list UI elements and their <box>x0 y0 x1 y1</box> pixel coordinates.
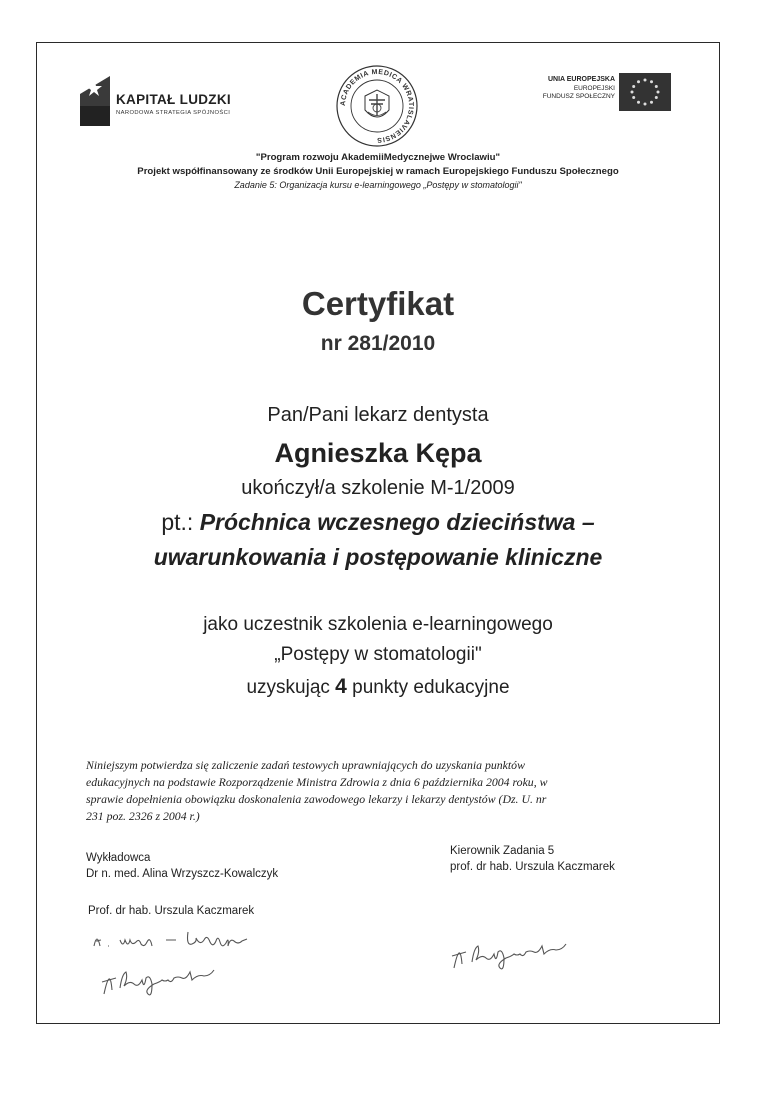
completed-training: ukończył/a szkolenie M-1/2009 <box>241 477 515 499</box>
kapital-ludzki-title: KAPITAŁ LUDZKI <box>116 92 231 107</box>
salutation: Pan/Pani lekarz dentysta <box>267 404 489 426</box>
kapital-ludzki-logo <box>80 76 320 126</box>
legal-line-4: 231 poz. 2326 z 2004 r.) <box>86 809 200 823</box>
eu-flag-icon <box>619 73 671 111</box>
topic-title-1: Próchnica wczesnego dzieciństwa – <box>199 509 595 535</box>
eu-line1: UNIA EUROPEJSKA <box>547 76 615 83</box>
second-signatory-name: Prof. dr hab. Urszula Kaczmarek <box>88 905 255 917</box>
points-value: 4 <box>335 675 347 698</box>
education-points <box>60 675 696 699</box>
task-description: Zadanie 5: Organizacja kursu e-learningowego „Postępy w stomatologii" <box>234 180 522 190</box>
topic-line-2: uwarunkowania i postępowanie kliniczne <box>153 544 603 570</box>
lecturer-role: Wykładowca <box>86 852 151 864</box>
university-seal <box>335 64 419 148</box>
points-suffix: punkty edukacyjne <box>346 677 510 698</box>
certificate-title: Certyfikat <box>301 285 455 322</box>
kapital-ludzki-star-icon <box>80 76 110 126</box>
lecturer-block <box>86 850 278 882</box>
eu-line3: FUNDUSZ SPOŁECZNY <box>542 93 615 101</box>
course-name: „Postępy w stomatologii" <box>274 644 482 665</box>
manager-block <box>450 843 615 875</box>
legal-line-3: sprawie dopełnienia obowiązku doskonalenia zawodowego lekarzy i lekarzy dentystów (Dz. U. nr <box>86 792 547 806</box>
topic-line-1 <box>60 509 696 536</box>
topic-prefix: pt.: <box>161 509 200 535</box>
certificate-number: nr 281/2010 <box>320 332 436 355</box>
legal-line-2: edukacyjnych na podstawie Rozporządzenie Ministra Zdrowia z dnia 6 października 2004 roku, w <box>86 775 548 789</box>
signature-kaczmarek-2 <box>446 932 621 976</box>
points-prefix: uzyskując <box>246 677 336 698</box>
project-funding: Projekt współfinansowany ze środków Unii Europejskiej w ramach Europejskiego Funduszu Społecznego <box>137 166 619 177</box>
kapital-ludzki-subtitle: NARODOWA STRATEGIA SPÓJNOŚCI <box>116 110 231 116</box>
signature-kaczmarek-1 <box>96 960 271 1002</box>
signature-lecturer <box>88 926 288 956</box>
eu-logo <box>520 70 675 114</box>
manager-name: prof. dr hab. Urszula Kaczmarek <box>450 861 615 873</box>
legal-line-1: Niniejszym potwierdza się zaliczenie zadań testowych uprawniających do uzyskania punktów <box>86 758 525 772</box>
seal-text: ACADEMIA MEDICA WRATISLAVIENSIS <box>339 68 415 144</box>
legal-statement <box>86 757 676 825</box>
program-title: "Program rozwoju AkademiiMedycznejwe Wroclawiu" <box>255 152 501 163</box>
participant-statement: jako uczestnik szkolenia e-learningowego <box>203 614 553 635</box>
recipient-name: Agnieszka Kępa <box>274 438 482 468</box>
lecturer-name: Dr n. med. Alina Wrzyszcz-Kowalczyk <box>86 868 279 880</box>
eu-line2: EUROPEJSKI <box>573 84 615 92</box>
manager-role: Kierownik Zadania 5 <box>450 845 555 857</box>
